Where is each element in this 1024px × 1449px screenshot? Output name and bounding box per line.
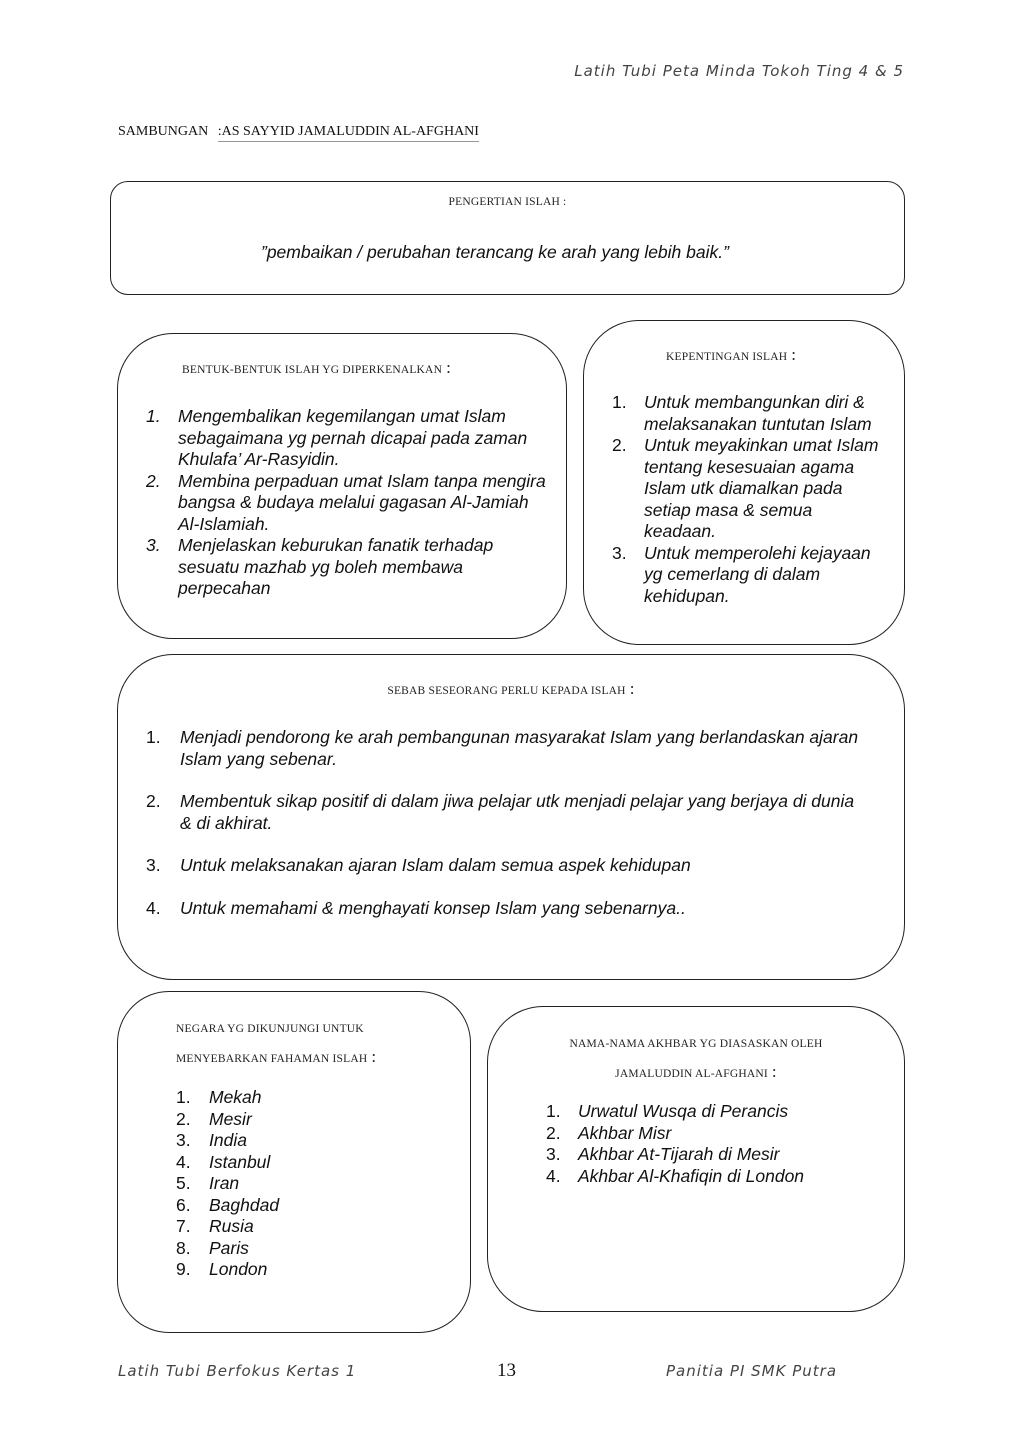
kepentingan-title: KEPENTINGAN ISLAH : bbox=[666, 345, 797, 364]
negara-box bbox=[117, 991, 471, 1333]
sebab-title: SEBAB SESEORANG PERLU KEPADA ISLAH : bbox=[387, 679, 635, 698]
list-item: 4. Akhbar Al-Khafiqin di London bbox=[546, 1165, 805, 1186]
negara-list bbox=[176, 1087, 436, 1281]
list-item: 2. Akhbar Misr bbox=[546, 1122, 672, 1143]
page-header: Latih Tubi Peta Minda Tokoh Ting 4 & 5 bbox=[574, 62, 904, 80]
bentuk-title: BENTUK-BENTUK ISLAH YG DIPERKENALKAN : bbox=[182, 358, 452, 377]
pengertian-title: PENGERTIAN ISLAH : bbox=[448, 196, 567, 208]
list-item: 3. Menjelaskan keburukan fanatik terhadap sesuatu mazhab yg boleh membawa perpecahan bbox=[146, 535, 494, 598]
list-item: 6. Baghdad bbox=[176, 1194, 280, 1215]
bentuk-list bbox=[146, 406, 546, 600]
list-item: 3. Akhbar At-Tijarah di Mesir bbox=[546, 1144, 780, 1164]
list-item: 4. Untuk memahami & menghayati konsep Islam yang sebenarnya.. bbox=[146, 897, 686, 918]
list-item: 1. Menjadi pendorong ke arah pembangunan masyarakat Islam yang berlandaskan ajaran Islam yang sebenar. bbox=[146, 727, 859, 769]
pengertian-definition: ”pembaikan / perubahan terancang ke arah yang lebih baik.” bbox=[261, 242, 729, 262]
list-item: 5. Iran bbox=[176, 1173, 240, 1193]
sebab-list bbox=[146, 727, 866, 919]
page-number: 13 bbox=[497, 1360, 516, 1381]
list-item: 2. Mesir bbox=[176, 1108, 252, 1129]
bentuk-box bbox=[117, 333, 567, 639]
list-item: 2. Membina perpaduan umat Islam tanpa mengira bangsa & budaya melalui gagasan Al-Jamiah Al-Islamiah. bbox=[146, 470, 546, 534]
akhbar-box bbox=[487, 1006, 905, 1312]
list-item: 1. Mekah bbox=[176, 1087, 262, 1107]
list-item: 1. Urwatul Wusqa di Perancis bbox=[546, 1101, 789, 1121]
footer-right: Panitia PI SMK Putra bbox=[666, 1362, 838, 1380]
list-item: 2. Untuk meyakinkan umat Islam tentang kesesuaian agama Islam utk diamalkan pada setiap masa & semua keadaan. bbox=[612, 435, 879, 541]
list-item: 2. Membentuk sikap positif di dalam jiwa pelajar utk menjadi pelajar yang berjaya di dunia & di akhirat. bbox=[146, 791, 855, 833]
akhbar-list bbox=[546, 1101, 886, 1187]
list-item: 3. Untuk melaksanakan ajaran Islam dalam semua aspek kehidupan bbox=[146, 855, 691, 875]
section-heading bbox=[118, 124, 479, 140]
section-title: :AS SAYYID JAMALUDDIN AL-AFGHANI bbox=[218, 124, 479, 142]
list-item: 8. Paris bbox=[176, 1237, 249, 1258]
list-item: 9. London bbox=[176, 1259, 268, 1279]
list-item: 1. Untuk membangunkan diri & melaksanakan tuntutan Islam bbox=[612, 392, 872, 434]
kepentingan-box bbox=[583, 320, 905, 645]
list-item: 7. Rusia bbox=[176, 1216, 254, 1236]
list-item: 1. Mengembalikan kegemilangan umat Islam sebagaimana yg pernah dicapai pada zaman Khulafa’ Ar-Rasyidin. bbox=[146, 406, 528, 469]
negara-title: NEGARA YG DIKUNJUNGI UNTUK MENYEBARKAN FAHAMAN ISLAH : bbox=[176, 1023, 377, 1066]
footer-left: Latih Tubi Berfokus Kertas 1 bbox=[118, 1362, 357, 1380]
kepentingan-list bbox=[612, 392, 880, 624]
section-label: SAMBUNGAN bbox=[118, 124, 209, 139]
list-item: 4. Istanbul bbox=[176, 1151, 271, 1172]
list-item: 3. Untuk memperolehi kejayaan yg cemerlang di dalam kehidupan. bbox=[612, 542, 871, 606]
akhbar-title: NAMA-NAMA AKHBAR YG DIASASKAN OLEH JAMALUDDIN AL-AFGHANI : bbox=[569, 1038, 823, 1081]
pengertian-box bbox=[110, 181, 905, 295]
sebab-box bbox=[117, 654, 905, 980]
list-item: 3. India bbox=[176, 1130, 247, 1150]
